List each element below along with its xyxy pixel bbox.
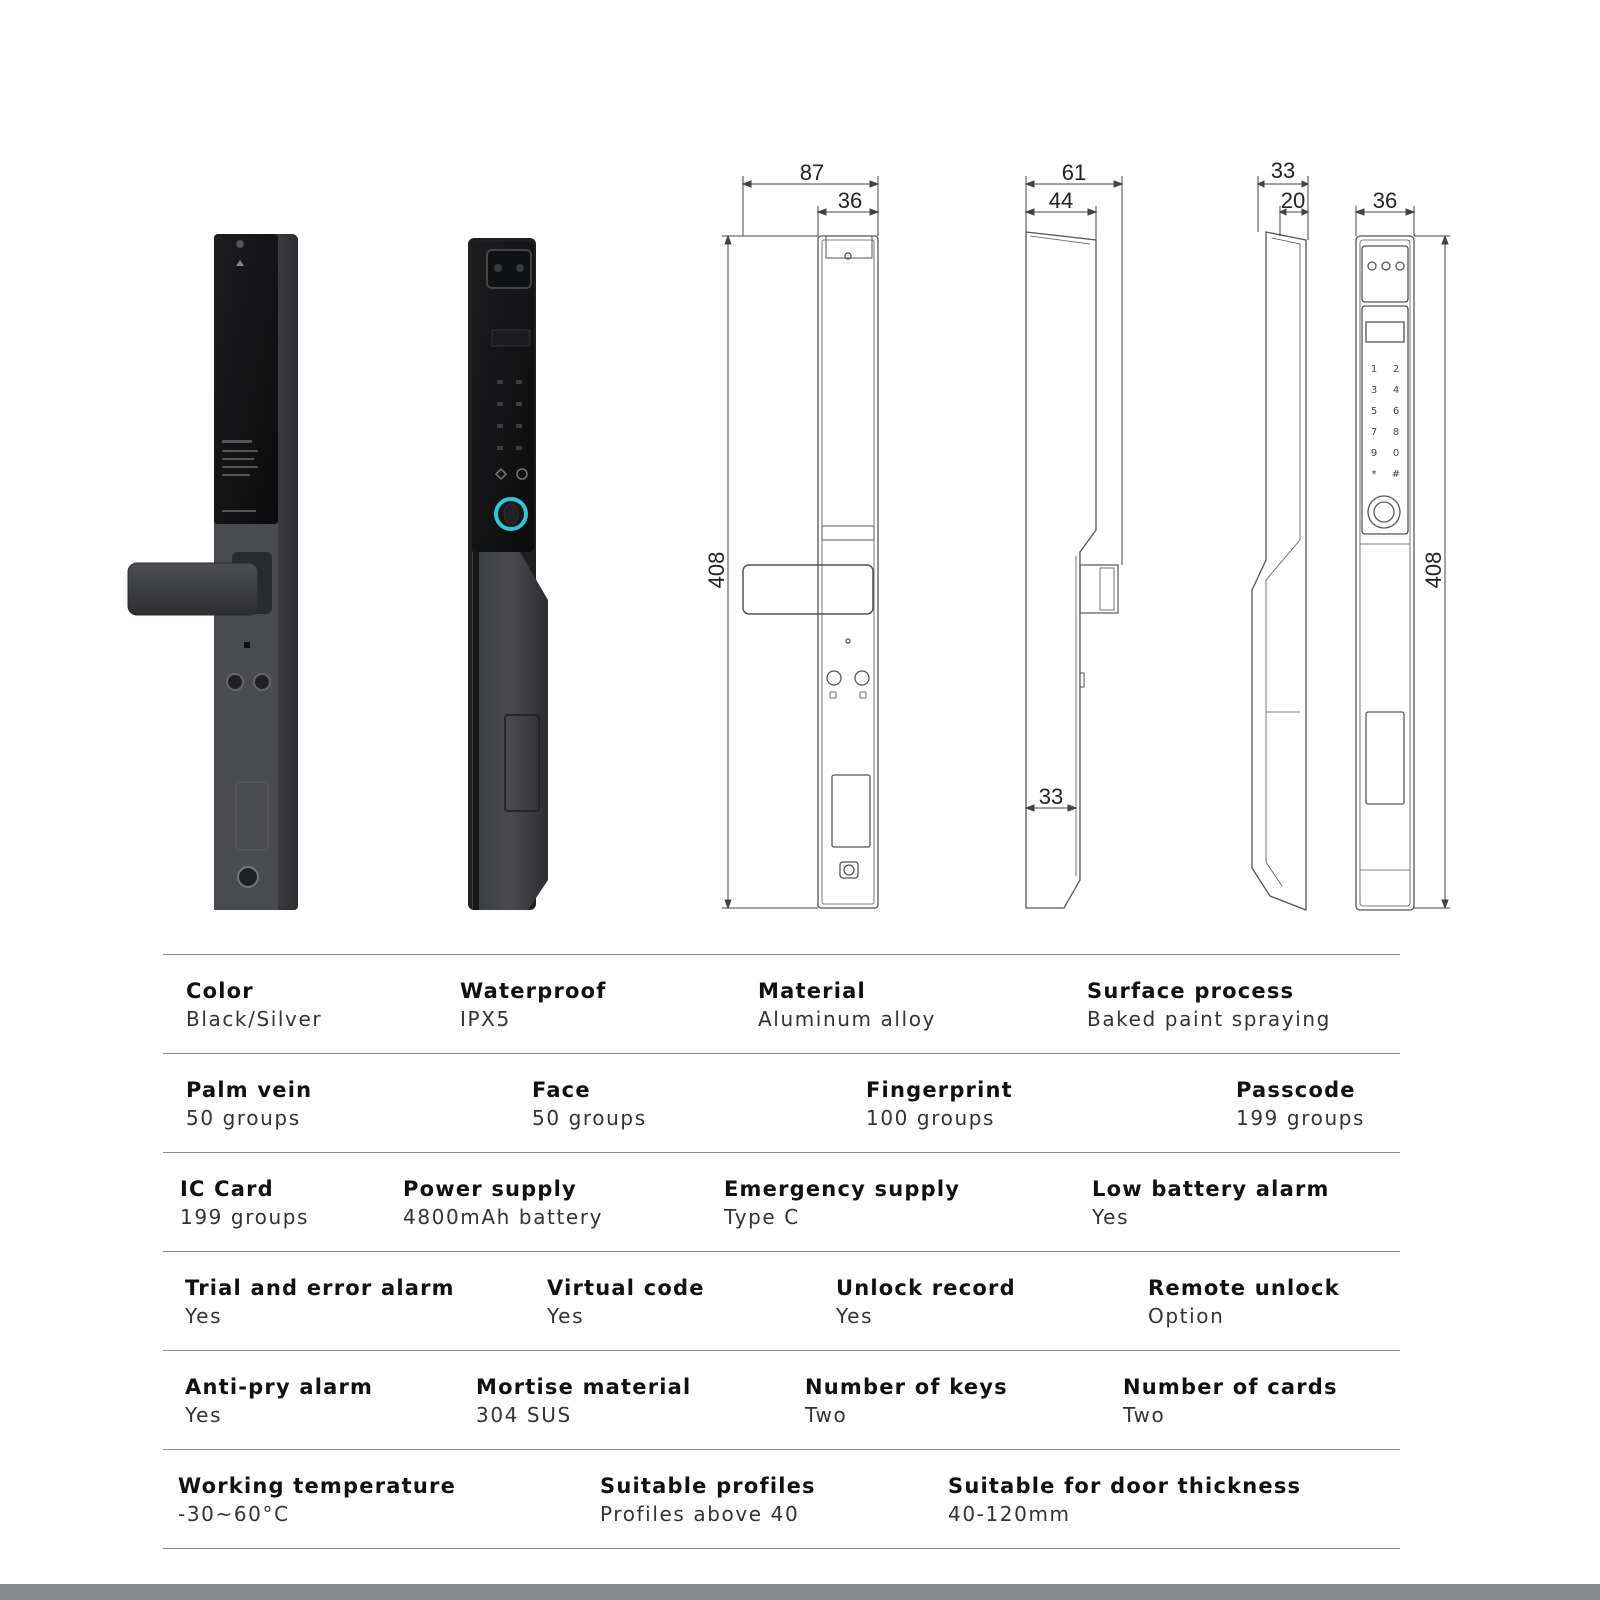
spec-virtual-code (547, 1274, 705, 1330)
spec-label: Passcode (1236, 1078, 1356, 1102)
lock-photo-rear-view (128, 234, 298, 910)
spec-label: Waterproof (460, 979, 607, 1003)
spec-table (163, 954, 1400, 1549)
dim-back-width: 36 (1372, 188, 1398, 213)
dim-front-total-width: 87 (799, 160, 825, 185)
key-star: * (1371, 469, 1377, 480)
spec-row (163, 1251, 1400, 1350)
spec-label: Number of keys (805, 1375, 1008, 1399)
key-0: 0 (1392, 448, 1400, 459)
spec-row (163, 1152, 1400, 1251)
spec-value: Profiles above 40 (600, 1502, 800, 1526)
key-6: 6 (1392, 406, 1400, 417)
spec-value: 199 groups (1236, 1106, 1366, 1130)
key-hash: # (1391, 469, 1401, 480)
spec-value: Yes (547, 1304, 585, 1328)
spec-number-of-cards (1123, 1373, 1338, 1429)
spec-label: Color (186, 979, 254, 1003)
dimension-lines (722, 176, 1450, 908)
spec-label: Remote unlock (1148, 1276, 1340, 1300)
dim-side-bottom-depth: 33 (1038, 784, 1064, 809)
spec-label: Power supply (403, 1177, 577, 1201)
spec-row (163, 954, 1400, 1053)
spec-value: 40-120mm (948, 1502, 1071, 1526)
spec-label: Palm vein (186, 1078, 313, 1102)
technical-drawing-edge (1252, 232, 1306, 910)
spec-row (163, 1053, 1400, 1152)
spec-color (186, 977, 322, 1033)
technical-drawing-keypad-front (1356, 236, 1414, 910)
spec-value: Yes (185, 1304, 223, 1328)
bottom-strip (0, 1584, 1600, 1600)
keypad-digits (1371, 364, 1400, 480)
spec-label: Unlock record (836, 1276, 1016, 1300)
dim-side-top-depth: 44 (1048, 188, 1074, 213)
spec-value: Two (805, 1403, 848, 1427)
spec-label: Surface process (1087, 979, 1295, 1003)
spec-label: Material (758, 979, 866, 1003)
spec-label: Virtual code (547, 1276, 705, 1300)
key-7: 7 (1370, 427, 1378, 438)
dim-front-panel-width: 36 (837, 188, 863, 213)
spec-palm-vein (186, 1076, 312, 1132)
spec-value: Aluminum alloy (758, 1007, 936, 1031)
dim-edge-inner: 20 (1280, 188, 1306, 213)
spec-ic-card (180, 1175, 309, 1231)
spec-label: Number of cards (1123, 1375, 1338, 1399)
spec-value: Type C (724, 1205, 800, 1229)
key-3: 3 (1370, 385, 1378, 396)
spec-row (163, 1350, 1400, 1449)
spec-value: -30~60°C (178, 1502, 290, 1526)
spec-label: IC Card (180, 1177, 274, 1201)
spec-remote-unlock (1148, 1274, 1340, 1330)
spec-value: IPX5 (460, 1007, 511, 1031)
spec-emergency-supply (724, 1175, 960, 1231)
dim-side-total-depth: 61 (1061, 160, 1087, 185)
spec-label: Emergency supply (724, 1177, 961, 1201)
key-5: 5 (1370, 406, 1378, 417)
key-2: 2 (1392, 364, 1400, 375)
spec-value: Two (1123, 1403, 1166, 1427)
spec-label: Anti-pry alarm (185, 1375, 374, 1399)
spec-suitable-profiles (600, 1472, 816, 1528)
spec-trial-error-alarm (185, 1274, 455, 1330)
dim-height-right: 408 (1421, 551, 1446, 589)
spec-surface-process (1087, 977, 1331, 1033)
spec-label: Mortise material (476, 1375, 692, 1399)
spec-working-temperature (178, 1472, 456, 1528)
key-8: 8 (1392, 427, 1400, 438)
spec-anti-pry-alarm (185, 1373, 373, 1429)
spec-fingerprint (866, 1076, 1013, 1132)
spec-label: Fingerprint (866, 1078, 1013, 1102)
spec-value: Yes (185, 1403, 223, 1427)
spec-low-battery-alarm (1092, 1175, 1330, 1231)
technical-drawing-front (743, 236, 878, 908)
spec-value: Option (1148, 1304, 1225, 1328)
spec-label: Suitable for door thickness (948, 1474, 1302, 1498)
dim-edge-total: 33 (1270, 158, 1296, 183)
spec-value: Baked paint spraying (1087, 1007, 1331, 1031)
spec-face (532, 1076, 647, 1132)
spec-value: 50 groups (532, 1106, 647, 1130)
spec-mortise-material (476, 1373, 691, 1429)
spec-row (163, 1449, 1400, 1549)
spec-value: 199 groups (180, 1205, 310, 1229)
spec-label: Low battery alarm (1092, 1177, 1330, 1201)
spec-unlock-record (836, 1274, 1016, 1330)
spec-door-thickness (948, 1472, 1301, 1528)
spec-label: Trial and error alarm (185, 1276, 455, 1300)
key-4: 4 (1392, 385, 1400, 396)
spec-number-of-keys (805, 1373, 1008, 1429)
spec-label: Suitable profiles (600, 1474, 816, 1498)
lock-photo-front-view (468, 238, 548, 910)
key-1: 1 (1370, 364, 1378, 375)
spec-label: Working temperature (178, 1474, 457, 1498)
spec-value: 100 groups (866, 1106, 996, 1130)
spec-material (758, 977, 936, 1033)
spec-value: 4800mAh battery (403, 1205, 604, 1229)
spec-value: Black/Silver (186, 1007, 323, 1031)
spec-waterproof (460, 977, 607, 1033)
dim-height-left: 408 (704, 551, 729, 589)
spec-value: 304 SUS (476, 1403, 572, 1427)
spec-value: Yes (1092, 1205, 1130, 1229)
spec-label: Face (532, 1078, 591, 1102)
spec-passcode (1236, 1076, 1365, 1132)
spec-value: 50 groups (186, 1106, 301, 1130)
key-9: 9 (1370, 448, 1378, 459)
dimension-labels (704, 158, 1446, 809)
spec-power-supply (403, 1175, 603, 1231)
spec-value: Yes (836, 1304, 874, 1328)
